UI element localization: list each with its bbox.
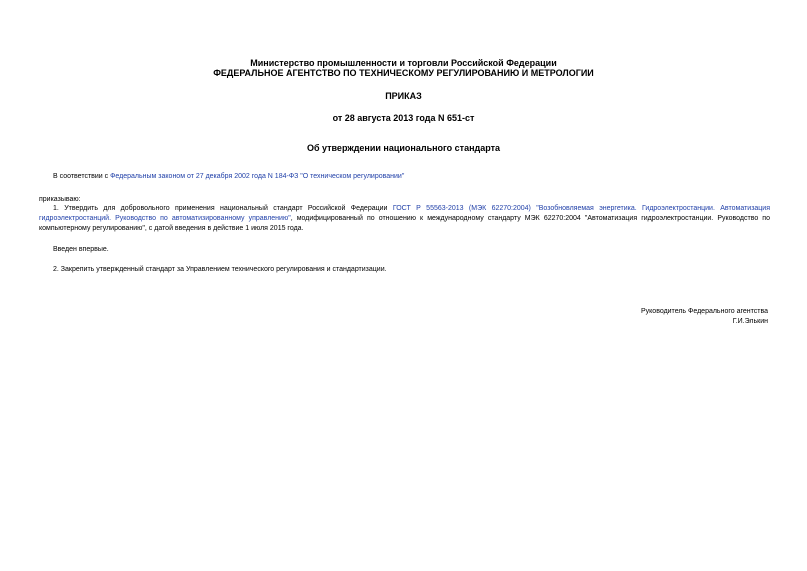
signatory-title: Руководитель Федерального агентства — [640, 308, 768, 315]
document-type: ПРИКАЗ — [385, 91, 422, 101]
introduced-note: Введен впервые. — [53, 246, 109, 253]
order-item-1-line-3: компьютерному регулированию", с датой введения в действие 1 июля 2015 года. — [39, 225, 304, 232]
order-item-1-text: 1. Утвердить для добровольного применения национальный стандарт Российской Федерации — [53, 205, 393, 212]
order-item-1 — [39, 204, 770, 234]
legal-basis — [53, 172, 404, 182]
legal-basis-prefix: В соответствии с — [53, 173, 111, 180]
gost-standard-link[interactable]: ГОСТ Р 55563-2013 (МЭК 62270:2004) "Возобновляемая энергетика. Гидроэлектростанции. Автоматизация — [392, 205, 771, 212]
gost-standard-link-continued[interactable]: гидроэлектростанций. Руководство по автоматизированному управлению" — [39, 215, 291, 222]
agency-name: ФЕДЕРАЛЬНОЕ АГЕНТСТВО ПО ТЕХНИЧЕСКОМУ РЕГУЛИРОВАНИЮ И МЕТРОЛОГИИ — [213, 68, 594, 78]
document-subject: Об утверждении национального стандарта — [306, 143, 501, 153]
document-date: от 28 августа 2013 года N 651-ст — [332, 113, 475, 123]
federal-law-link[interactable]: Федеральным законом от 27 декабря 2002 года N 184-ФЗ "О техническом регулировании" — [110, 173, 405, 180]
order-item-2: 2. Закрепить утвержденный стандарт за Управлением технического регулирования и стандартизации. — [53, 266, 387, 273]
order-item-1-line-1 — [39, 204, 770, 214]
order-item-1-line-2 — [39, 214, 770, 224]
signatory-name: Г.И.Элькин — [732, 318, 768, 325]
decree-word: приказываю: — [39, 196, 81, 203]
ministry-name: Министерство промышленности и торговли Российской Федерации — [250, 58, 557, 68]
order-item-1-modification: , модифицированный по отношению к международному стандарту МЭК 62270:2004 "Автоматизация гидроэлектростанции. Руководство по — [290, 215, 770, 222]
